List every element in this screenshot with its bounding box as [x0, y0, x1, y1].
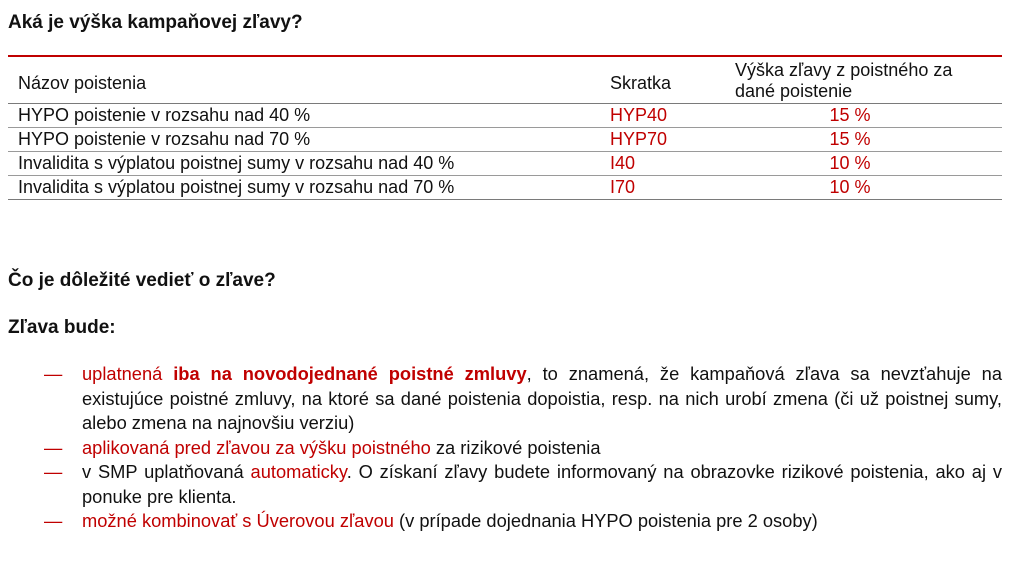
table-row [8, 128, 1002, 152]
dash-bullet-icon: — [44, 436, 63, 458]
dash-bullet-icon: — [44, 461, 63, 482]
bullet-red-text: možné kombinovať s Úverovou zľavou [82, 510, 394, 531]
insurance-name-cell: Invalidita s výplatou poistnej sumy v rozsahu nad 70 % [18, 177, 455, 197]
discount-cell: 15 % [829, 129, 871, 149]
bullet-text: , to znamená, že kampaňová zľava sa nevzťahuje na existujúce poistné zmluvy, na ktoré sa dané poistenia dopoistia, resp. na nich urobí zmena (či už poistnej sumy, alebo zmena na najnovšiu verziu) [82, 363, 1003, 433]
insurance-name-cell: HYPO poistenie v rozsahu nad 40 % [18, 105, 311, 125]
column-header-name: Názov poistenia [18, 73, 147, 93]
insurance-name-cell: Invalidita s výplatou poistnej sumy v rozsahu nad 40 % [18, 153, 455, 173]
list-item [44, 362, 1002, 436]
bullet-text-prefix: v SMP uplatňovaná [82, 461, 251, 482]
abbreviation-cell: I70 [610, 177, 636, 197]
abbreviation-cell: HYP70 [610, 129, 668, 149]
list-item [44, 436, 1002, 461]
list-item [44, 460, 1002, 509]
section-heading-discount-amount: Aká je výška kampaňovej zľavy? [8, 12, 303, 33]
bullet-text: za rizikové poistenia [430, 436, 601, 458]
dash-bullet-icon: — [44, 363, 63, 384]
discount-conditions-list [44, 362, 1002, 534]
discount-cell: 15 % [829, 105, 871, 125]
insurance-name-cell: HYPO poistenie v rozsahu nad 70 % [18, 129, 311, 149]
dash-bullet-icon: — [44, 510, 63, 531]
discount-table [8, 55, 1002, 200]
abbreviation-cell: HYP40 [610, 105, 668, 125]
table-row [8, 104, 1002, 128]
list-item [44, 509, 1002, 534]
table-row [8, 176, 1002, 200]
bullet-emphasis-text: iba na novodojednané poistné zmluvy [173, 363, 527, 384]
table-header-row [8, 57, 1002, 104]
discount-cell: 10 % [829, 177, 871, 197]
bullet-red-text: uplatnená [82, 363, 174, 384]
column-header-abbr: Skratka [610, 73, 672, 93]
abbreviation-cell: I40 [610, 153, 636, 173]
section-subheading-discount-will-be: Zľava bude: [8, 317, 116, 338]
discount-cell: 10 % [829, 153, 871, 173]
table-row [8, 152, 1002, 176]
column-header-discount: Výška zľavy z poistného za dané poistenie [735, 60, 953, 101]
bullet-red-text: aplikovaná pred zľavou za výšku poistného [82, 436, 431, 458]
bullet-text: (v prípade dojednania HYPO poistenia pre 2 osoby) [393, 510, 818, 531]
bullet-red-text: automaticky [250, 461, 347, 482]
bullet-text: . O získaní zľavy budete informovaný na obrazovke rizikové poistenia, ako aj v ponuke pre klienta. [82, 461, 1002, 507]
section-heading-important-info: Čo je dôležité vedieť o zľave? [8, 270, 276, 291]
